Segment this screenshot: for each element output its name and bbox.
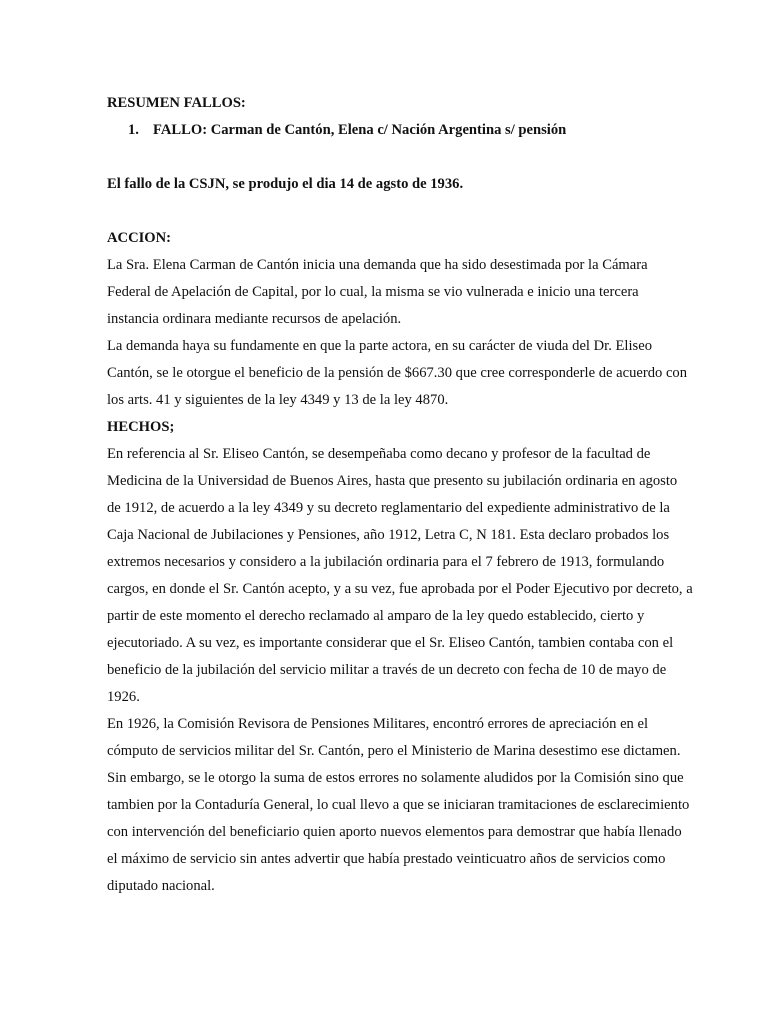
- text-line: En 1926, la Comisión Revisora de Pensiones Militares, encontró errores de apreciación en el: [107, 716, 649, 732]
- fallo-list-text: FALLO: Carman de Cantón, Elena c/ Nación Argentina s/ pensión: [153, 122, 567, 138]
- text-line: partir de este momento el derecho reclamado al amparo de la ley quedo establecido, cierto y: [107, 608, 645, 624]
- hechos-paragraph-1: [107, 441, 717, 711]
- text-line: de 1912, de acuerdo a la ley 4349 y su decreto reglamentario del expediente administrativo de la: [107, 500, 670, 516]
- hechos-heading: HECHOS;: [107, 419, 175, 435]
- document-body: [107, 90, 717, 900]
- text-line: 1926.: [107, 689, 140, 705]
- text-line: ejecutoriado. A su vez, es importante considerar que el Sr. Eliseo Cantón, tambien contaba con el: [107, 635, 674, 651]
- document-title: RESUMEN FALLOS:: [107, 95, 246, 111]
- text-line: Federal de Apelación de Capital, por lo cual, la misma se vio vulnerada e inicio una tercera: [107, 284, 639, 300]
- fallo-list-item: [107, 117, 717, 144]
- fallo-list-number: 1.: [128, 122, 139, 138]
- text-line: Cantón, se le otorgue el beneficio de la pensión de $667.30 que cree corresponderle de acuerdo con: [107, 365, 688, 381]
- text-line: beneficio de la jubilación del servicio militar a través de un decreto con fecha de 10 de mayo de: [107, 662, 667, 678]
- text-line: Sin embargo, se le otorgo la suma de estos errores no solamente aludidos por la Comisión sino que: [107, 770, 684, 786]
- text-line: cómputo de servicios militar del Sr. Cantón, pero el Ministerio de Marina desestimo ese dictamen.: [107, 743, 681, 759]
- accion-heading: ACCION:: [107, 230, 172, 246]
- accion-paragraph-1: [107, 252, 717, 333]
- text-line: La Sra. Elena Carman de Cantón inicia una demanda que ha sido desestimada por la Cámara: [107, 257, 648, 273]
- spacer: [107, 144, 717, 171]
- text-line: La demanda haya su fundamente en que la parte actora, en su carácter de viuda del Dr. Eliseo: [107, 338, 652, 354]
- text-line: con intervención del beneficiario quien aporto nuevos elementos para demostrar que había llenado: [107, 824, 682, 840]
- text-line: tambien por la Contaduría General, lo cual llevo a que se iniciaran tramitaciones de esclarecimiento: [107, 797, 690, 813]
- accion-paragraph-2: [107, 333, 717, 414]
- spacer: [107, 198, 717, 225]
- text-line: cargos, en donde el Sr. Cantón acepto, y a su vez, fue aprobada por el Poder Ejecutivo por decreto, a: [107, 581, 693, 597]
- text-line: Medicina de la Universidad de Buenos Aires, hasta que presento su jubilación ordinaria en agosto: [107, 473, 678, 489]
- text-line: Caja Nacional de Jubilaciones y Pensiones, año 1912, Letra C, N 181. Esta declaro probados los: [107, 527, 670, 543]
- text-line: extremos necesarios y considero a la jubilación ordinaria para el 7 febrero de 1913, formulando: [107, 554, 665, 570]
- date-line: El fallo de la CSJN, se produjo el dia 14 de agsto de 1936.: [107, 176, 464, 192]
- text-line: diputado nacional.: [107, 878, 215, 894]
- text-line: el máximo de servicio sin antes advertir que había prestado veinticuatro años de servicios como: [107, 851, 666, 867]
- text-line: instancia ordinara mediante recursos de apelación.: [107, 311, 402, 327]
- text-line: En referencia al Sr. Eliseo Cantón, se desempeñaba como decano y profesor de la facultad de: [107, 446, 651, 462]
- hechos-paragraph-2: [107, 711, 717, 900]
- text-line: los arts. 41 y siguientes de la ley 4349 y 13 de la ley 4870.: [107, 392, 449, 408]
